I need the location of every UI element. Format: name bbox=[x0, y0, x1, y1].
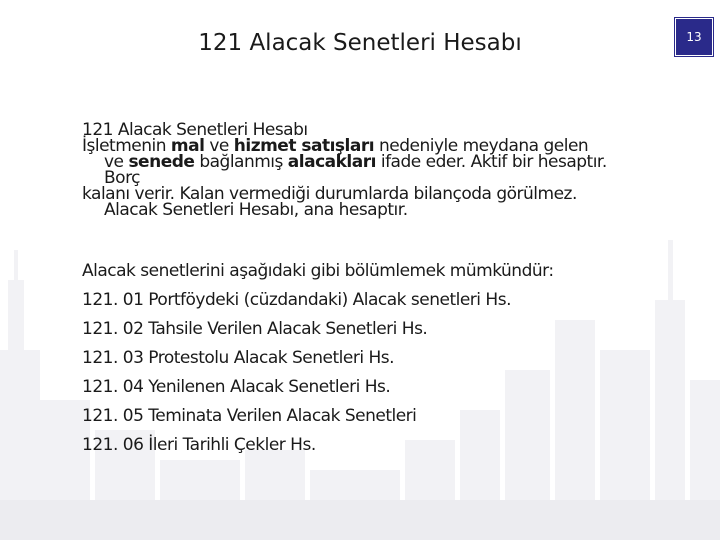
p1-text-5: bağlanmış bbox=[194, 152, 288, 172]
p1-text-6: ifade eder. Aktif bir hesaptır. bbox=[375, 152, 607, 172]
p1-text-4: ve bbox=[104, 152, 129, 172]
paragraph-2-line-2: Alacak Senetleri Hesabı, ana hesaptır. bbox=[104, 200, 408, 220]
list-intro: Alacak senetlerini aşağıdaki gibi bölümlemek mümkündür: bbox=[82, 261, 554, 281]
p1-text-2: ve bbox=[204, 136, 234, 156]
paragraph-1-line-2 bbox=[82, 154, 702, 170]
list-item: 121. 04 Yenilenen Alacak Senetleri Hs. bbox=[82, 377, 391, 397]
slide-title: 121 Alacak Senetleri Hesabı bbox=[198, 30, 522, 56]
p1-bold-mal: mal bbox=[170, 136, 205, 156]
list-item: 121. 01 Portföydeki (cüzdandaki) Alacak senetleri Hs. bbox=[82, 290, 511, 310]
paragraph-1-line-3: Borç bbox=[104, 168, 141, 188]
p1-text-3: nedeniyle meydana gelen bbox=[374, 136, 589, 156]
list-item: 121. 03 Protestolu Alacak Senetleri Hs. bbox=[82, 348, 394, 368]
p1-bold-alacaklari: alacakları bbox=[287, 152, 376, 172]
content-heading: 121 Alacak Senetleri Hesabı bbox=[82, 120, 308, 140]
p1-text-1: İşletmenin bbox=[82, 136, 171, 156]
page-number-badge: 13 bbox=[675, 18, 713, 56]
paragraph-2-line-1: kalanı verir. Kalan vermediği durumlarda bilançoda görülmez. bbox=[82, 184, 577, 204]
list-item: 121. 06 İleri Tarihli Çekler Hs. bbox=[82, 435, 316, 455]
p1-bold-hizmet: hizmet satışları bbox=[233, 136, 375, 156]
p1-bold-senede: senede bbox=[128, 152, 195, 172]
list-item: 121. 05 Teminata Verilen Alacak Senetleri bbox=[82, 406, 417, 426]
list-item: 121. 02 Tahsile Verilen Alacak Senetleri Hs. bbox=[82, 319, 428, 339]
slide-body bbox=[82, 122, 702, 460]
